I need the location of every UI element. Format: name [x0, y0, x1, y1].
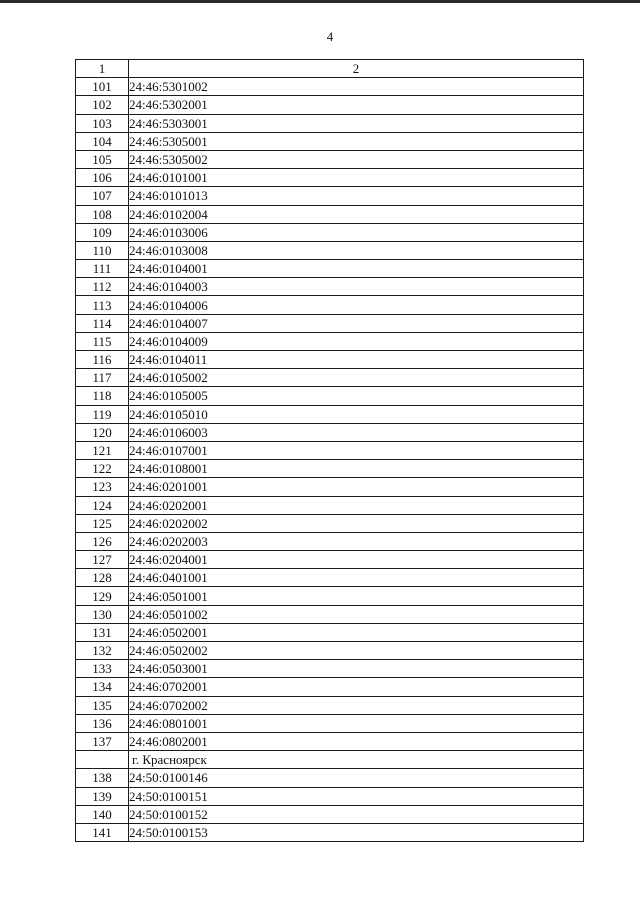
header-col-1: 1 [76, 60, 129, 78]
row-number: 128 [76, 569, 129, 587]
row-number: 123 [76, 478, 129, 496]
table-row [76, 314, 584, 332]
table-row [76, 241, 584, 259]
section-row [76, 751, 584, 769]
table-row [76, 714, 584, 732]
table-row [76, 623, 584, 641]
cadastral-code: 24:46:0104011 [129, 351, 584, 369]
cadastral-code: 24:46:0101013 [129, 187, 584, 205]
row-number: 135 [76, 696, 129, 714]
table-row [76, 169, 584, 187]
cadastral-code: 24:46:0501002 [129, 605, 584, 623]
cadastral-code: 24:50:0100153 [129, 823, 584, 841]
table-row [76, 423, 584, 441]
row-number: 104 [76, 132, 129, 150]
table-row [76, 369, 584, 387]
cadastral-code: 24:46:0102004 [129, 205, 584, 223]
row-number: 107 [76, 187, 129, 205]
row-number: 102 [76, 96, 129, 114]
row-number [76, 751, 129, 769]
row-number: 125 [76, 514, 129, 532]
table-row [76, 296, 584, 314]
cadastral-code: 24:46:5301002 [129, 78, 584, 96]
cadastral-code: 24:46:0502001 [129, 623, 584, 641]
cadastral-table [75, 59, 584, 842]
row-number: 134 [76, 678, 129, 696]
table-row [76, 660, 584, 678]
table-row [76, 223, 584, 241]
table-row [76, 96, 584, 114]
row-number: 106 [76, 169, 129, 187]
table-row [76, 696, 584, 714]
table-row [76, 605, 584, 623]
table-row [76, 387, 584, 405]
table-row [76, 405, 584, 423]
row-number: 120 [76, 423, 129, 441]
row-number: 139 [76, 787, 129, 805]
row-number: 124 [76, 496, 129, 514]
cadastral-code: 24:46:0801001 [129, 714, 584, 732]
cadastral-code: 24:46:0105010 [129, 405, 584, 423]
row-number: 116 [76, 351, 129, 369]
table-row [76, 569, 584, 587]
row-number: 137 [76, 732, 129, 750]
cadastral-code: 24:46:0202001 [129, 496, 584, 514]
cadastral-code: 24:46:0202003 [129, 532, 584, 550]
row-number: 126 [76, 532, 129, 550]
cadastral-code: 24:50:0100152 [129, 805, 584, 823]
cadastral-code: 24:46:0501001 [129, 587, 584, 605]
cadastral-code: 24:46:5303001 [129, 114, 584, 132]
cadastral-code: 24:46:0103006 [129, 223, 584, 241]
cadastral-code: 24:46:0502002 [129, 642, 584, 660]
cadastral-code: 24:46:0106003 [129, 423, 584, 441]
row-number: 141 [76, 823, 129, 841]
row-number: 118 [76, 387, 129, 405]
row-number: 130 [76, 605, 129, 623]
row-number: 131 [76, 623, 129, 641]
table-row [76, 823, 584, 841]
cadastral-code: 24:46:5305001 [129, 132, 584, 150]
row-number: 103 [76, 114, 129, 132]
cadastral-code: 24:46:0204001 [129, 551, 584, 569]
row-number: 133 [76, 660, 129, 678]
row-number: 113 [76, 296, 129, 314]
table-row [76, 532, 584, 550]
cadastral-code: 24:50:0100151 [129, 787, 584, 805]
cadastral-code: 24:46:0103008 [129, 241, 584, 259]
table-row [76, 150, 584, 168]
section-title: г. Красноярск [129, 751, 584, 769]
table-row [76, 732, 584, 750]
table-row [76, 805, 584, 823]
row-number: 109 [76, 223, 129, 241]
table-body [76, 60, 584, 842]
row-number: 112 [76, 278, 129, 296]
cadastral-code: 24:46:0503001 [129, 660, 584, 678]
table-row [76, 587, 584, 605]
cadastral-code: 24:46:0107001 [129, 441, 584, 459]
cadastral-code: 24:46:0104009 [129, 332, 584, 350]
table-row [76, 260, 584, 278]
row-number: 132 [76, 642, 129, 660]
table-row [76, 441, 584, 459]
row-number: 101 [76, 78, 129, 96]
row-number: 115 [76, 332, 129, 350]
cadastral-code: 24:46:0702002 [129, 696, 584, 714]
table-row [76, 478, 584, 496]
cadastral-code: 24:46:0401001 [129, 569, 584, 587]
table-row [76, 496, 584, 514]
table-row [76, 460, 584, 478]
cadastral-code: 24:46:0105005 [129, 387, 584, 405]
cadastral-code: 24:46:0108001 [129, 460, 584, 478]
row-number: 140 [76, 805, 129, 823]
cadastral-code: 24:46:0101001 [129, 169, 584, 187]
table-row [76, 787, 584, 805]
table-row [76, 332, 584, 350]
table-row [76, 551, 584, 569]
cadastral-code: 24:46:0802001 [129, 732, 584, 750]
cadastral-code: 24:46:0105002 [129, 369, 584, 387]
table-header-row [76, 60, 584, 78]
table-row [76, 642, 584, 660]
header-col-2: 2 [129, 60, 584, 78]
cadastral-code: 24:46:0201001 [129, 478, 584, 496]
cadastral-code: 24:46:5302001 [129, 96, 584, 114]
top-border-line [0, 0, 640, 3]
row-number: 127 [76, 551, 129, 569]
cadastral-code: 24:46:0202002 [129, 514, 584, 532]
row-number: 105 [76, 150, 129, 168]
table-row [76, 187, 584, 205]
table-row [76, 78, 584, 96]
row-number: 136 [76, 714, 129, 732]
row-number: 117 [76, 369, 129, 387]
row-number: 114 [76, 314, 129, 332]
table-row [76, 278, 584, 296]
table-row [76, 678, 584, 696]
cadastral-code: 24:46:0104003 [129, 278, 584, 296]
row-number: 138 [76, 769, 129, 787]
cadastral-code: 24:46:0104001 [129, 260, 584, 278]
cadastral-code: 24:50:0100146 [129, 769, 584, 787]
cadastral-code: 24:46:0104006 [129, 296, 584, 314]
cadastral-code: 24:46:0104007 [129, 314, 584, 332]
row-number: 108 [76, 205, 129, 223]
row-number: 121 [76, 441, 129, 459]
page-number: 4 [326, 29, 334, 44]
cadastral-code: 24:46:0702001 [129, 678, 584, 696]
table-row [76, 514, 584, 532]
table-row [76, 205, 584, 223]
row-number: 110 [76, 241, 129, 259]
row-number: 129 [76, 587, 129, 605]
row-number: 122 [76, 460, 129, 478]
table-row [76, 114, 584, 132]
table-row [76, 769, 584, 787]
row-number: 119 [76, 405, 129, 423]
table-row [76, 351, 584, 369]
cadastral-code: 24:46:5305002 [129, 150, 584, 168]
table-row [76, 132, 584, 150]
row-number: 111 [76, 260, 129, 278]
